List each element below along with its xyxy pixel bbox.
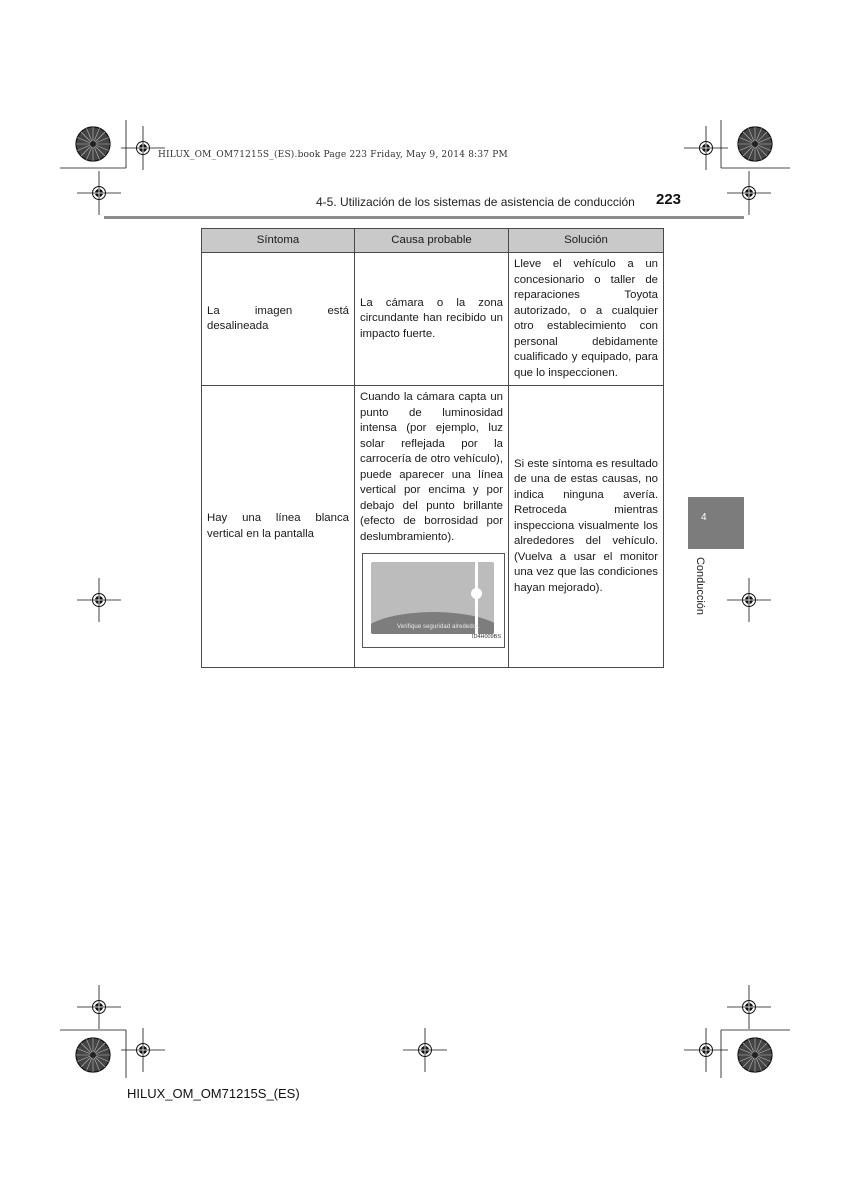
- column-header-cause: Causa probable: [355, 229, 509, 253]
- table-row: [202, 253, 664, 386]
- solution-text: Lleve el vehículo a un concesionario o taller de reparaciones Toyota autorizado, o a cualquier otro establecimiento con personal debidamente cualificado y equipado, para que lo inspeccionen.: [514, 258, 658, 379]
- cause-text: Cuando la cámara capta un punto de luminosidad intensa (por ejemplo, luz solar reflejada por la carrocería de otro vehículo), puede aparecer una línea vertical por encima y por debajo del punto brillante (efecto de borrosidad por deslumbramiento).: [360, 391, 503, 543]
- page-number: 223: [656, 191, 682, 208]
- monitor-screen: [371, 562, 494, 634]
- figure-code: ID4H009BS: [471, 633, 501, 640]
- table-header-row: [202, 229, 664, 253]
- chapter-label: Conducción: [694, 556, 706, 616]
- solution-text: Si este síntoma es resultado de una de estas causas, no indica ninguna avería. Retroceda mientras inspecciona visualmente los alrededores del vehículo. (Vuelva a usar el monitor una vez que las condiciones hayan mejorado).: [514, 457, 658, 594]
- symptom-text: Hay una línea blanca vertical en la pantalla: [207, 512, 349, 540]
- troubleshooting-table: [201, 228, 664, 668]
- header-rule: [104, 216, 744, 219]
- cause-text: La cámara o la zona circundante han recibido un impacto fuerte.: [360, 296, 503, 340]
- cause-cell: [355, 253, 509, 386]
- screen-caption: Verifique seguridad alrededor.: [397, 624, 480, 630]
- bright-spot: [471, 588, 482, 599]
- column-header-solution: Solución: [509, 229, 664, 253]
- solution-cell: [509, 253, 664, 386]
- column-header-symptom: Síntoma: [202, 229, 355, 253]
- footer-document-code: HILUX_OM_OM71215S_(ES): [127, 1086, 300, 1101]
- book-file-line: HILUX_OM_OM71215S_(ES).book Page 223 Friday, May 9, 2014 8:37 PM: [158, 150, 508, 160]
- symptom-cell: [202, 386, 355, 668]
- solution-cell: [509, 386, 664, 668]
- symptom-text: La imagen está desalineada: [207, 304, 349, 332]
- chapter-number: 4: [701, 512, 707, 523]
- cause-cell: [355, 386, 509, 668]
- table-row: [202, 386, 664, 668]
- symptom-cell: [202, 253, 355, 386]
- camera-screen-illustration: [362, 553, 505, 648]
- section-title: 4-5. Utilización de los sistemas de asistencia de conducción: [316, 195, 635, 209]
